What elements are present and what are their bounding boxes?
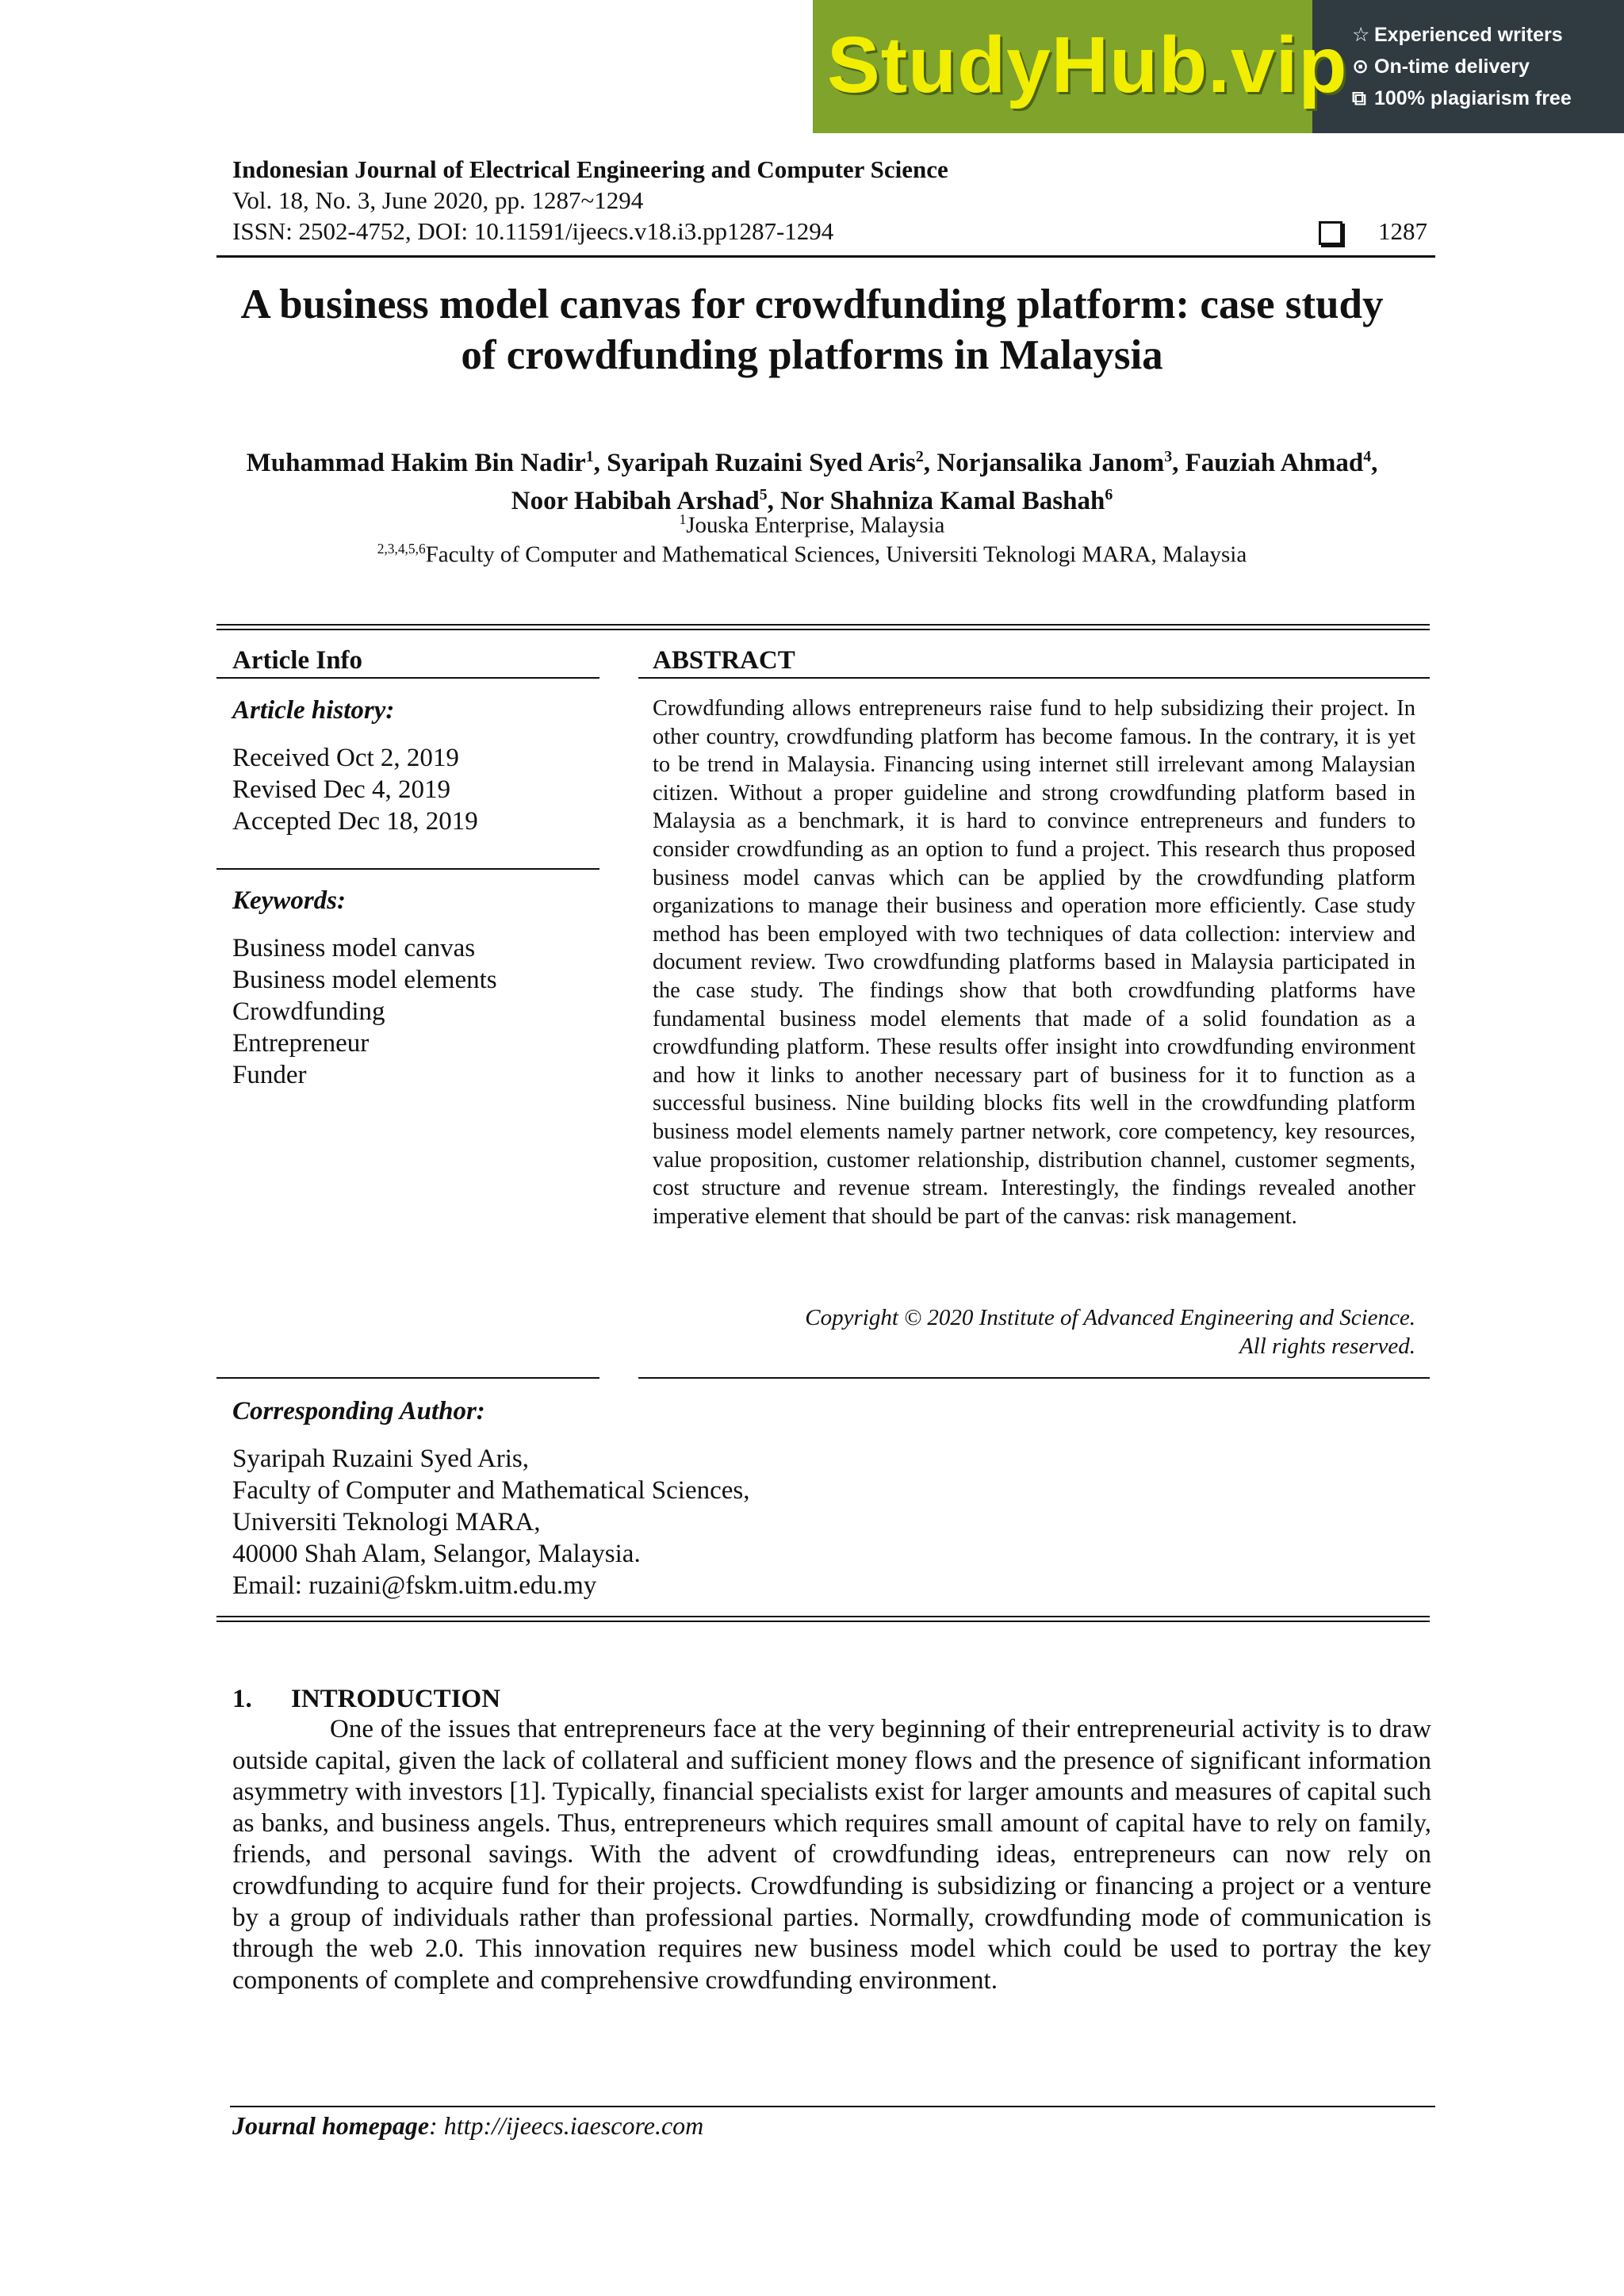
history-received: Received Oct 2, 2019 <box>232 744 459 772</box>
paper-title <box>206 279 1418 381</box>
section-double-rule <box>216 624 1430 626</box>
author-affiliation-mark: 5 <box>759 486 768 503</box>
feature-label: Experienced writers <box>1374 24 1563 46</box>
feature-plagiarism-free <box>1352 82 1572 114</box>
studyhub-banner[interactable] <box>813 0 1624 133</box>
keywords-heading: Keywords: <box>232 886 346 915</box>
keyword: Business model elements <box>232 966 497 994</box>
author-name: , Fauziah Ahmad <box>1172 449 1364 477</box>
section-double-rule <box>216 1616 1430 1617</box>
corresponding-author-email[interactable]: Email: ruzaini@fskm.uitm.edu.my <box>232 1571 597 1600</box>
page-number: 1287 <box>1378 217 1427 245</box>
corresponding-author-name: Syaripah Ruzaini Syed Aris, <box>232 1445 529 1473</box>
affiliation-text: Faculty of Computer and Mathematical Sciences, Universiti Teknologi MARA, Malaysia <box>425 541 1247 568</box>
square-box-icon <box>1319 221 1342 245</box>
header-rule <box>216 255 1435 258</box>
abstract-text: Crowdfunding allows entrepreneurs raise fund to help subsidizing their project. In other country, crowdfunding platform has become famous. In the contrary, it is yet to be trend in Malaysia. Financing using internet still irrelevant among Malaysian citizen. Without a proper guideline and strong crowdfunding platform based in Malaysia as a benchmark, it is hard to convince entrepreneurs and funders to consider crowdfunding as an option to fund a project. This research thus proposed business model canvas which can be applied by the crowdfunding platform organizations to manage their business and operation more efficiently. Case study method has been employed with two techniques of data collection: interview and document review. Two crowdfunding platforms based in Malaysia participated in the case study. The findings show that both crowdfunding platforms have fundamental business model elements that made of a solid foundation as a crowdfunding platform. These results offer insight into crowdfunding environment and how it links to another necessary part of business for it to function as a successful business. Nine building blocks fits well in the crowdfunding platform business model elements namely partner network, core competency, key resources, value proposition, customer relationship, distribution channel, customer segments, cost structure and revenue stream. Interestingly, the findings revealed another imperative element that should be part of the canvas: risk management. <box>653 696 1415 1229</box>
author-line: Muhammad Hakim Bin Nadir$^1$, Syaripah Ruzaini Syed Aris$^2$, Norjansalika Janom$^3$, Fauziah Ahmad$^4$, <box>246 448 1378 477</box>
feature-experienced-writers <box>1352 19 1572 51</box>
author-affiliation-mark: 6 <box>1105 486 1113 503</box>
affiliation <box>206 534 1418 569</box>
studyhub-logo[interactable]: StudyHub.vip <box>827 21 1348 109</box>
corresponding-author-heading: Corresponding Author: <box>232 1397 485 1425</box>
author-name: Muhammad Hakim Bin Nadir <box>246 449 586 477</box>
copyright-line: All rights reserved. <box>1239 1334 1415 1359</box>
corresponding-author-address: 40000 Shah Alam, Selangor, Malaysia. <box>232 1540 641 1568</box>
section-number: 1. <box>232 1685 252 1713</box>
feature-label: On-time delivery <box>1374 55 1530 78</box>
keywords-list <box>232 932 497 1091</box>
keyword: Business model canvas <box>232 934 476 962</box>
corresponding-author-university: Universiti Teknologi MARA, <box>232 1508 541 1536</box>
title-line: of crowdfunding platforms in Malaysia <box>461 332 1163 378</box>
author-affiliation-mark: 4 <box>1363 448 1372 465</box>
article-history <box>232 742 478 837</box>
article-info-rule <box>216 677 599 679</box>
corresponding-author-faculty: Faculty of Computer and Mathematical Sciences, <box>232 1476 750 1505</box>
author-affiliation-mark: 1 <box>585 448 594 465</box>
footer-rule <box>230 2106 1435 2107</box>
keyword: Entrepreneur <box>232 1029 370 1058</box>
feature-on-time-delivery <box>1352 51 1572 82</box>
author-name: , Syaripah Ruzaini Syed Aris <box>593 449 916 477</box>
copyright-notice <box>653 1303 1415 1360</box>
abstract-rule <box>638 1377 1430 1379</box>
copyright-line: Copyright © 2020 Institute of Advanced Engineering and Science. <box>805 1305 1415 1330</box>
article-info-rule <box>216 868 599 870</box>
affiliation-mark: 2,3,4,5,6 <box>377 541 426 557</box>
journal-homepage <box>232 2111 703 2141</box>
article-info-rule <box>216 1377 599 1379</box>
introduction-heading <box>232 1685 500 1714</box>
keyword: Funder <box>232 1061 307 1089</box>
abstract-heading: ABSTRACT <box>653 646 795 675</box>
abstract-rule <box>638 677 1430 679</box>
history-accepted: Accepted Dec 18, 2019 <box>232 807 478 836</box>
section-double-rule <box>216 629 1430 630</box>
introduction-paragraph: One of the issues that entrepreneurs face at the very beginning of their entrepreneurial activity is to draw outside capital, given the lack of collateral and sufficient money flows and the presence of significant information asymmetry with investors [1]. Typically, financial specialists exist for larger amounts and measures of capital such as banks, and business angels. Thus, entrepreneurs which requires small amount of capital have to rely on family, friends, and personal savings. With the advent of crowdfunding ideas, entrepreneurs can now rely on crowdfunding to acquire fund for their projects. Crowdfunding is subsidizing or financing a project or a venture by a group of individuals rather than professional parties. Normally, crowdfunding mode of communication is through the web 2.0. This innovation requires new business model which could be used to portray the key components of complete and comprehensive crowdfunding environment. <box>232 1715 1431 1995</box>
star-icon: ☆ <box>1352 24 1370 46</box>
author-name: , Norjansalika Janom <box>923 449 1165 477</box>
history-revised: Revised Dec 4, 2019 <box>232 775 450 804</box>
journal-homepage-link[interactable]: : http://ijeecs.iaescore.com <box>429 2111 704 2140</box>
journal-name: Indonesian Journal of Electrical Engineering and Computer Science <box>232 155 948 183</box>
author-affiliation-mark: 3 <box>1164 448 1173 465</box>
copy-icon: ⧉ <box>1352 87 1366 109</box>
banner-features <box>1352 19 1572 114</box>
clock-icon: ⊙ <box>1352 55 1369 78</box>
section-double-rule <box>216 1621 1430 1622</box>
article-history-heading: Article history: <box>232 696 395 725</box>
article-info-heading: Article Info <box>232 646 363 675</box>
journal-issn-doi: ISSN: 2502-4752, DOI: 10.11591/ijeecs.v18.i3.pp1287-1294 <box>232 217 834 245</box>
feature-label: 100% plagiarism free <box>1374 87 1572 109</box>
affiliation-mark: 1 <box>679 511 687 527</box>
section-title: INTRODUCTION <box>291 1685 501 1713</box>
title-line: A business model canvas for crowdfunding platform: case study <box>240 281 1384 327</box>
affiliation-text: Jouska Enterprise, Malaysia <box>686 512 945 538</box>
journal-volume: Vol. 18, No. 3, June 2020, pp. 1287~1294 <box>232 186 644 214</box>
keyword: Crowdfunding <box>232 997 385 1026</box>
author-name: , Nor Shahniza Kamal Bashah <box>767 487 1105 515</box>
corresponding-author-details <box>232 1443 749 1601</box>
author-affiliation-mark: 2 <box>915 448 924 465</box>
journal-homepage-label: Journal homepage <box>232 2111 430 2140</box>
author-name: Noor Habibah Arshad <box>511 487 760 515</box>
